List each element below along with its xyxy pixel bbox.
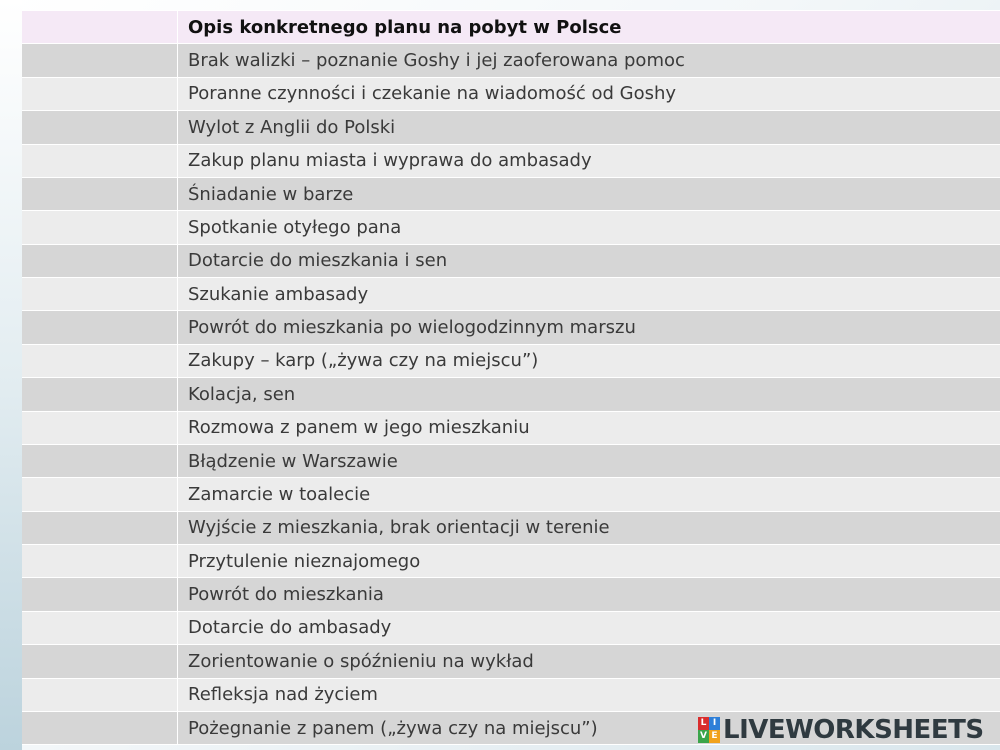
event-text: Kolacja, sen [178,378,1000,410]
answer-slot-header [22,11,178,43]
table-row [22,78,1000,111]
event-text: Spotkanie otyłego pana [178,211,1000,243]
table-row [22,545,1000,578]
table-row [22,278,1000,311]
event-text: Zamarcie w toalecie [178,478,1000,510]
event-text: Dotarcie do ambasady [178,612,1000,644]
table-row [22,211,1000,244]
event-text: Zorientowanie o spóźnieniu na wykład [178,645,1000,677]
answer-slot[interactable] [22,44,178,76]
table-row [22,44,1000,77]
answer-slot[interactable] [22,311,178,343]
answer-slot[interactable] [22,712,178,744]
answer-slot[interactable] [22,645,178,677]
logo-letter: E [709,730,720,743]
brand-text: LIVEWORKSHEETS [723,715,984,745]
answer-slot[interactable] [22,612,178,644]
left-accent-bar [0,0,22,750]
event-text: Brak walizki – poznanie Goshy i jej zaoferowana pomoc [178,44,1000,76]
table-row [22,512,1000,545]
logo-letter: I [709,717,720,730]
logo-letter: V [698,730,709,743]
table-row [22,612,1000,645]
answer-slot[interactable] [22,412,178,444]
event-text: Rozmowa z panem w jego mieszkaniu [178,412,1000,444]
answer-slot[interactable] [22,679,178,711]
table-row [22,679,1000,712]
table-row [22,111,1000,144]
event-text: Śniadanie w barze [178,178,1000,210]
table-row [22,378,1000,411]
answer-slot[interactable] [22,178,178,210]
logo-letter: L [698,717,709,730]
table-row [22,578,1000,611]
table-row [22,345,1000,378]
table-header-row [22,11,1000,44]
answer-slot[interactable] [22,478,178,510]
answer-slot[interactable] [22,145,178,177]
event-text: Zakupy – karp („żywa czy na miejscu”) [178,345,1000,377]
answer-slot[interactable] [22,445,178,477]
answer-slot[interactable] [22,378,178,410]
liveworksheets-logo-icon [698,717,720,743]
answer-slot[interactable] [22,578,178,610]
answer-slot[interactable] [22,78,178,110]
event-text: Powrót do mieszkania po wielogodzinnym marszu [178,311,1000,343]
table-row [22,311,1000,344]
event-text: Błądzenie w Warszawie [178,445,1000,477]
event-text: Poranne czynności i czekanie na wiadomość od Goshy [178,78,1000,110]
event-text: Powrót do mieszkania [178,578,1000,610]
answer-slot[interactable] [22,211,178,243]
table-row [22,145,1000,178]
plan-table [22,10,1000,745]
answer-slot[interactable] [22,111,178,143]
event-text: Wyjście z mieszkania, brak orientacji w terenie [178,512,1000,544]
table-row [22,478,1000,511]
table-row [22,178,1000,211]
answer-slot[interactable] [22,245,178,277]
liveworksheets-brand [698,715,984,745]
event-text: Przytulenie nieznajomego [178,545,1000,577]
table-header: Opis konkretnego planu na pobyt w Polsce [178,11,1000,43]
table-row [22,412,1000,445]
event-text: Wylot z Anglii do Polski [178,111,1000,143]
table-row [22,245,1000,278]
answer-slot[interactable] [22,512,178,544]
answer-slot[interactable] [22,278,178,310]
answer-slot[interactable] [22,545,178,577]
event-text: Pożegnanie z panem („żywa czy na miejscu”) [178,712,1000,744]
event-text: Refleksja nad życiem [178,679,1000,711]
event-text: Dotarcie do mieszkania i sen [178,245,1000,277]
event-text: Szukanie ambasady [178,278,1000,310]
table-row [22,645,1000,678]
event-text: Zakup planu miasta i wyprawa do ambasady [178,145,1000,177]
table-row [22,445,1000,478]
answer-slot[interactable] [22,345,178,377]
